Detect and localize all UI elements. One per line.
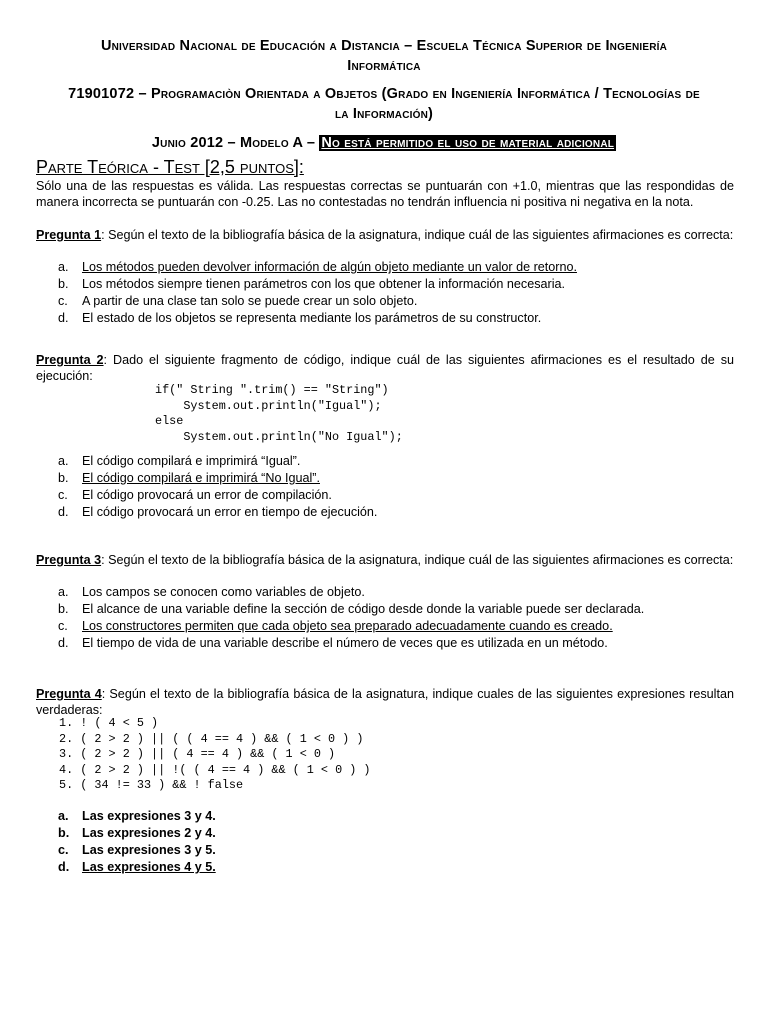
no-material-notice: No está permitido el uso de material adicional [321,135,615,151]
option-text: Las expresiones 3 y 5. [82,843,216,857]
option-letter: a. [58,809,69,823]
option-text: Los constructores permiten que cada objeto sea preparado adecuadamente cuando es creado. [82,619,613,633]
question-1-stem [36,227,734,243]
question-2-code: if(" String ".trim() == "String") System.out.println("Igual"); else System.out.println("No Igual"); [155,383,403,444]
option-text: A partir de una clase tan solo se puede crear un solo objeto. [82,294,418,308]
question-2-options [36,453,734,521]
option-letter: d. [58,505,69,519]
option-letter: a. [58,260,69,274]
question-2-label: Pregunta 2 [36,353,104,367]
option-text: El código provocará un error en tiempo de ejecución. [82,505,378,519]
option-text: El código compilará e imprimirá “Igual”. [82,454,301,468]
university-line: Universidad Nacional de Educación a Distancia – Escuela Técnica Superior de Ingeniería [100,38,668,54]
question-2-text: : Dado el siguiente fragmento de código, indique cuál de las siguientes afirmaciones es el resultado de su ejecución: [36,353,734,383]
option-text: Las expresiones 3 y 4. [82,809,216,823]
section-title: Parte Teórica - Test [2,5 puntos]: [36,157,304,177]
question-4-option-c [36,842,734,859]
exam-session-line [34,133,734,153]
option-letter: a. [58,585,69,599]
question-2-option-c [36,487,734,504]
option-letter: c. [58,488,68,502]
question-3-option-d [36,635,734,652]
option-letter: c. [58,294,68,308]
question-4-expressions: 1. ! ( 4 < 5 ) 2. ( 2 > 2 ) || ( ( 4 == 4 ) && ( 1 < 0 ) ) 3. ( 2 > 2 ) || ( 4 == 4 ) && ( 1 < 0 ) 4. ( 2 > 2 ) || !( ( 4 == 4 ) && ( 1 < 0 ) ) 5. ( 34 != 33 ) && ! false [59,716,371,792]
option-letter: d. [58,636,69,650]
question-3-option-c [36,618,734,635]
course-line-cont: la Información) [334,106,434,122]
question-3-options [36,584,734,652]
question-1-option-d [36,310,734,327]
question-3-option-a [36,584,734,601]
exam-header [34,36,734,153]
question-2-option-b [36,470,734,487]
option-text: Los campos se conocen como variables de objeto. [82,585,365,599]
question-4-option-b [36,825,734,842]
question-1-label: Pregunta 1 [36,228,102,242]
question-3-stem [36,552,734,568]
option-letter: c. [58,619,68,633]
option-text: El estado de los objetos se representa mediante los parámetros de su constructor. [82,311,542,325]
question-4-option-d [36,859,734,876]
question-3-label: Pregunta 3 [36,553,102,567]
option-letter: b. [58,471,69,485]
question-1-option-b [36,276,734,293]
question-1-option-c [36,293,734,310]
university-line-cont: Informática [347,58,421,74]
question-4-stem [36,686,734,718]
exam-session: Junio 2012 – Modelo A – [151,135,320,151]
option-letter: b. [58,826,70,840]
course-line: 71901072 – Programaciòn Orientada a Objetos (Grado en Ingeniería Informática / Tecnologías de [68,86,700,102]
question-3-text: : Según el texto de la bibliografía básica de la asignatura, indique cuál de las siguientes afirmaciones es correcta: [101,553,734,567]
question-2-option-a [36,453,734,470]
option-text: Las expresiones 4 y 5. [82,860,216,874]
option-text: Las expresiones 2 y 4. [82,826,216,840]
option-letter: a. [58,454,69,468]
question-3-option-b [36,601,734,618]
option-text: El alcance de una variable define la sección de código desde donde la variable puede ser declarada. [82,602,645,616]
option-letter: c. [58,843,69,857]
option-letter: d. [58,860,70,874]
option-letter: d. [58,311,69,325]
option-text: El código compilará e imprimirá “No Igual”. [82,471,320,485]
option-letter: b. [58,277,69,291]
option-text: El tiempo de vida de una variable describe el número de veces que es utilizada en un método. [82,636,608,650]
option-text: Los métodos siempre tienen parámetros con los que obtener la información necesaria. [82,277,566,291]
question-4-label: Pregunta 4 [36,687,102,701]
question-2-option-d [36,504,734,521]
option-text: El código provocará un error de compilación. [82,488,332,502]
option-letter: b. [58,602,69,616]
question-1-text: : Según el texto de la bibliografía básica de la asignatura, indique cuál de las siguientes afirmaciones es correcta: [101,228,734,242]
section-intro: Sólo una de las respuestas es válida. Las respuestas correctas se puntuarán con +1.0, mientras que las respondidas de manera incorrecta se puntuarán con -0.25. Las no contestadas no tendrán influencia ni positiva ni negativa en la nota. [36,179,734,209]
question-4-text: : Según el texto de la bibliografía básica de la asignatura, indique cuales de las siguientes expresiones resultan verdaderas: [36,687,734,717]
question-4-option-a [36,808,734,825]
question-1-option-a [36,259,734,276]
question-1-options [36,259,734,327]
question-2-stem [36,352,734,384]
option-text: Los métodos pueden devolver información de algún objeto mediante un valor de retorno. [82,260,577,274]
question-4-options [36,808,734,876]
